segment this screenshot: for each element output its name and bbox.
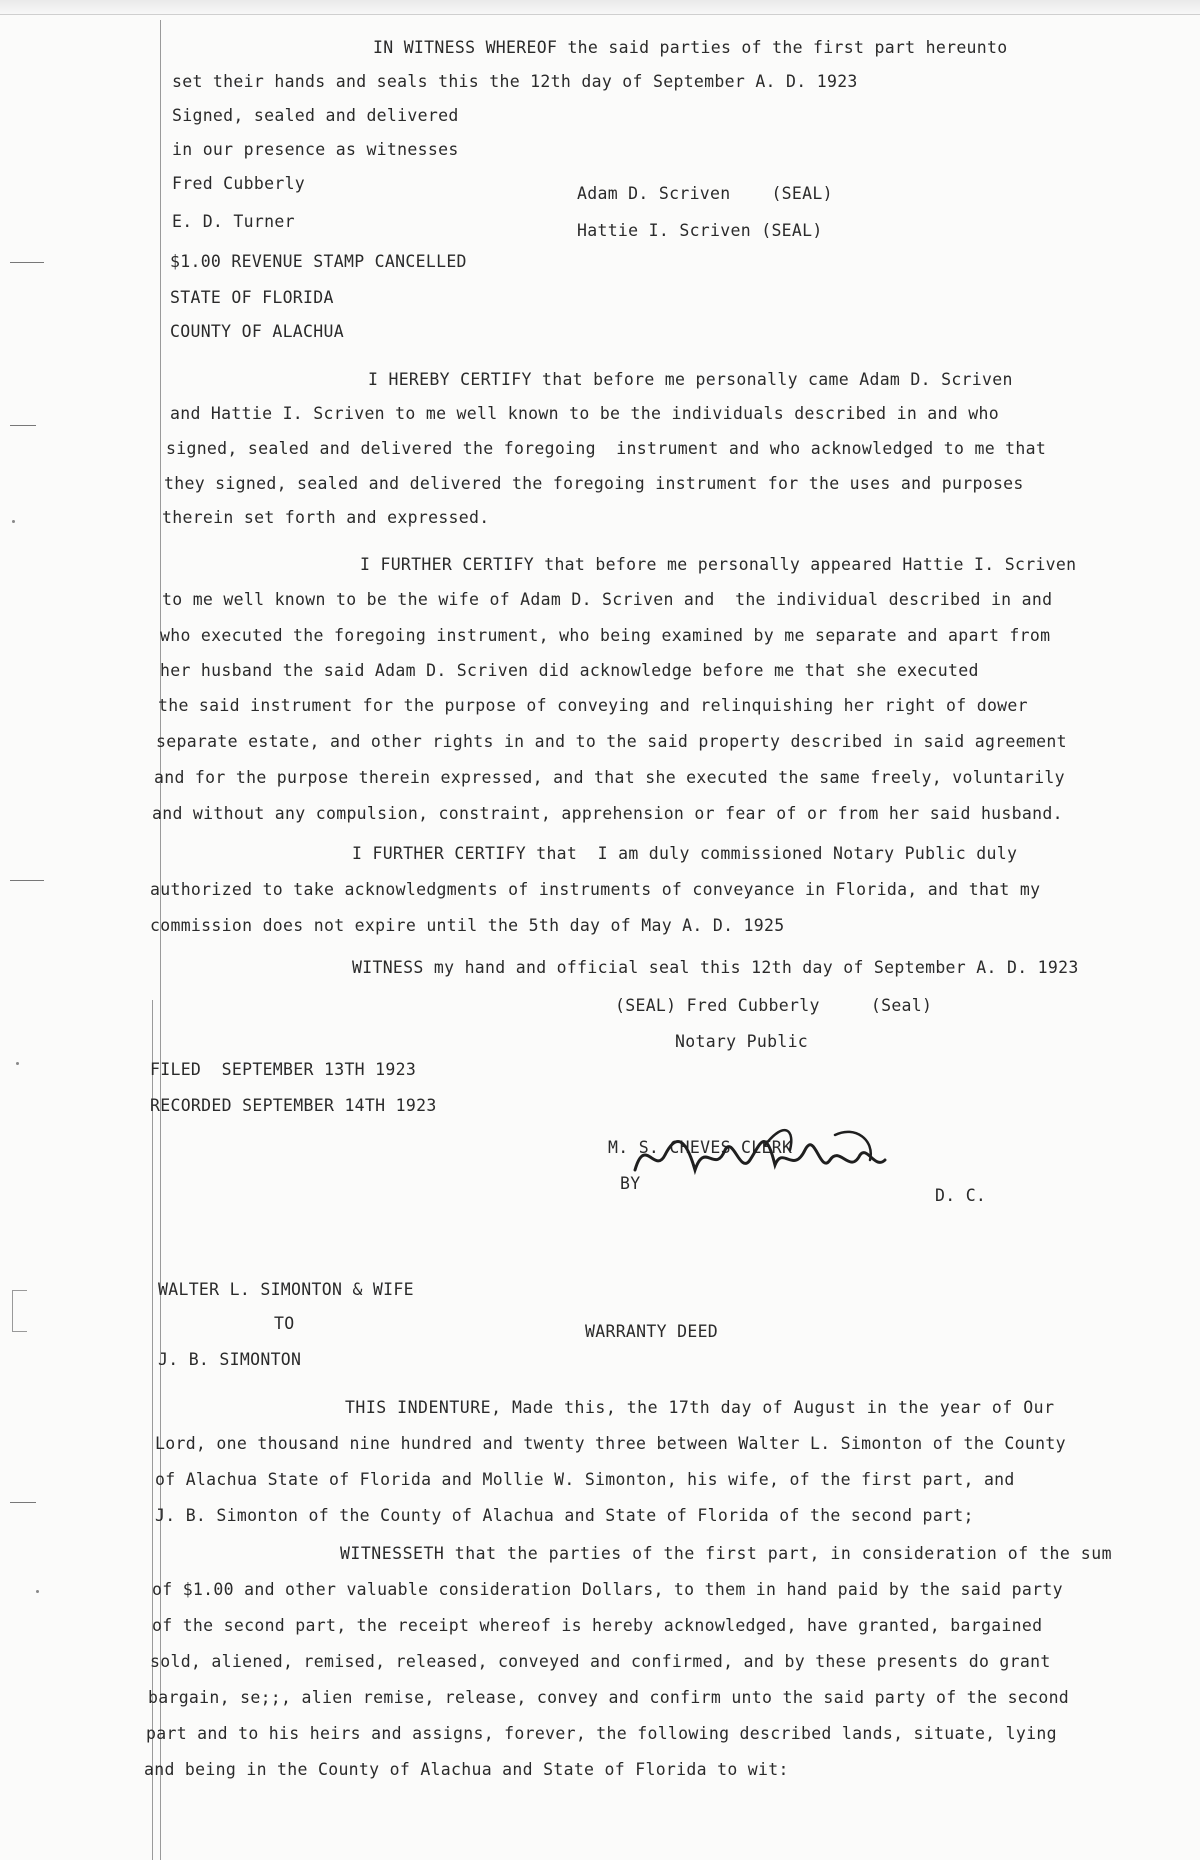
presence-line: in our presence as witnesses xyxy=(172,140,459,159)
further-certify-line: her husband the said Adam D. Scriven did acknowledge before me that she executed xyxy=(160,661,979,680)
margin-tick xyxy=(10,425,36,426)
commission-line: authorized to take acknowledgments of instruments of conveyance in Florida, and that my xyxy=(150,880,1041,899)
grantor-signature: Hattie I. Scriven (SEAL) xyxy=(577,221,823,240)
deputy-clerk-label: D. C. xyxy=(935,1186,987,1205)
indenture-line: J. B. Simonton of the County of Alachua and State of Florida of the second part; xyxy=(155,1506,974,1525)
further-certify-line: the said instrument for the purpose of conveying and relinquishing her right of dower xyxy=(158,696,1028,715)
notary-witness-line: WITNESS my hand and official seal this 12th day of September A. D. 1923 xyxy=(352,958,1079,977)
notary-title: Notary Public xyxy=(675,1032,809,1051)
revenue-stamp-note: $1.00 REVENUE STAMP CANCELLED xyxy=(170,252,467,271)
witnesseth-line: of the second part, the receipt whereof is hereby acknowledged, have granted, bargained xyxy=(152,1616,1043,1635)
witnesseth-line: WITNESSETH that the parties of the first part, in consideration of the sum xyxy=(340,1544,1113,1563)
further-certify-line: to me well known to be the wife of Adam D. Scriven and the individual described in and xyxy=(162,590,1053,609)
commission-line: commission does not expire until the 5th day of May A. D. 1925 xyxy=(150,916,785,935)
indenture-line: of Alachua State of Florida and Mollie W. Simonton, his wife, of the first part, and xyxy=(155,1470,1015,1489)
indenture-line: THIS INDENTURE, Made this, the 17th day of August in the year of Our xyxy=(345,1398,1055,1417)
witness-clause-line: set their hands and seals this the 12th day of September A. D. 1923 xyxy=(172,72,858,91)
further-certify-line: and without any compulsion, constraint, apprehension or fear of or from her said husband. xyxy=(152,804,1063,823)
certify-line: they signed, sealed and delivered the foregoing instrument for the uses and purposes xyxy=(164,474,1024,493)
witnesseth-line: part and to his heirs and assigns, forever, the following described lands, situate, lying xyxy=(146,1724,1057,1743)
margin-bracket xyxy=(12,1290,27,1332)
indenture-line: Lord, one thousand nine hundred and twenty three between Walter L. Simonton of the County xyxy=(155,1434,1066,1453)
recorded-stamp: RECORDED SEPTEMBER 14TH 1923 xyxy=(150,1096,437,1115)
state-heading: STATE OF FLORIDA xyxy=(170,288,334,307)
certify-line: and Hattie I. Scriven to me well known to be the individuals described in and who xyxy=(170,404,999,423)
grantor-signature: Adam D. Scriven (SEAL) xyxy=(577,184,833,203)
witnesseth-line: of $1.00 and other valuable consideration Dollars, to them in hand paid by the said party xyxy=(152,1580,1063,1599)
margin-dot xyxy=(12,520,15,523)
further-certify-line: I FURTHER CERTIFY that before me personally appeared Hattie I. Scriven xyxy=(360,555,1077,574)
witnesseth-line: bargain, se;;, alien remise, release, convey and confirm unto the said party of the second xyxy=(148,1688,1070,1707)
witness-name: Fred Cubberly xyxy=(172,174,306,193)
deed-title: WARRANTY DEED xyxy=(585,1322,719,1341)
certify-line: signed, sealed and delivered the foregoing instrument and who acknowledged to me that xyxy=(166,439,1047,458)
witness-name: E. D. Turner xyxy=(172,212,295,231)
witnesseth-line: and being in the County of Alachua and State of Florida to wit: xyxy=(144,1760,789,1779)
by-label: BY xyxy=(620,1174,641,1193)
notary-seal: (SEAL) Fred Cubberly (Seal) xyxy=(615,996,933,1015)
witness-clause-line: IN WITNESS WHEREOF the said parties of the first part hereunto xyxy=(373,38,1008,57)
grantee-party: J. B. SIMONTON xyxy=(158,1350,302,1369)
signed-sealed-line: Signed, sealed and delivered xyxy=(172,106,459,125)
clerk-name: M. S. CHEVES CLERK xyxy=(608,1138,793,1157)
further-certify-line: separate estate, and other rights in and to the said property described in said agreement xyxy=(156,732,1067,751)
margin-tick xyxy=(10,262,44,263)
certify-line: I HEREBY CERTIFY that before me personally came Adam D. Scriven xyxy=(368,370,1013,389)
margin-dot xyxy=(16,1062,19,1065)
county-heading: COUNTY OF ALACHUA xyxy=(170,322,344,341)
margin-tick xyxy=(10,880,44,881)
further-certify-line: and for the purpose therein expressed, and that she executed the same freely, voluntarily xyxy=(154,768,1065,787)
further-certify-line: who executed the foregoing instrument, who being examined by me separate and apart from xyxy=(160,626,1051,645)
scan-top-border xyxy=(0,0,1200,15)
margin-dot xyxy=(36,1590,39,1593)
certify-line: therein set forth and expressed. xyxy=(162,508,490,527)
margin-tick xyxy=(10,1502,36,1503)
clerk-signature xyxy=(615,1115,915,1200)
grantor-party: WALTER L. SIMONTON & WIFE xyxy=(158,1280,414,1299)
witnesseth-line: sold, aliened, remised, released, conveyed and confirmed, and by these presents do grant xyxy=(150,1652,1051,1671)
filed-stamp: FILED SEPTEMBER 13TH 1923 xyxy=(150,1060,417,1079)
commission-line: I FURTHER CERTIFY that I am duly commissioned Notary Public duly xyxy=(352,844,1018,863)
to-label: TO xyxy=(274,1314,295,1333)
